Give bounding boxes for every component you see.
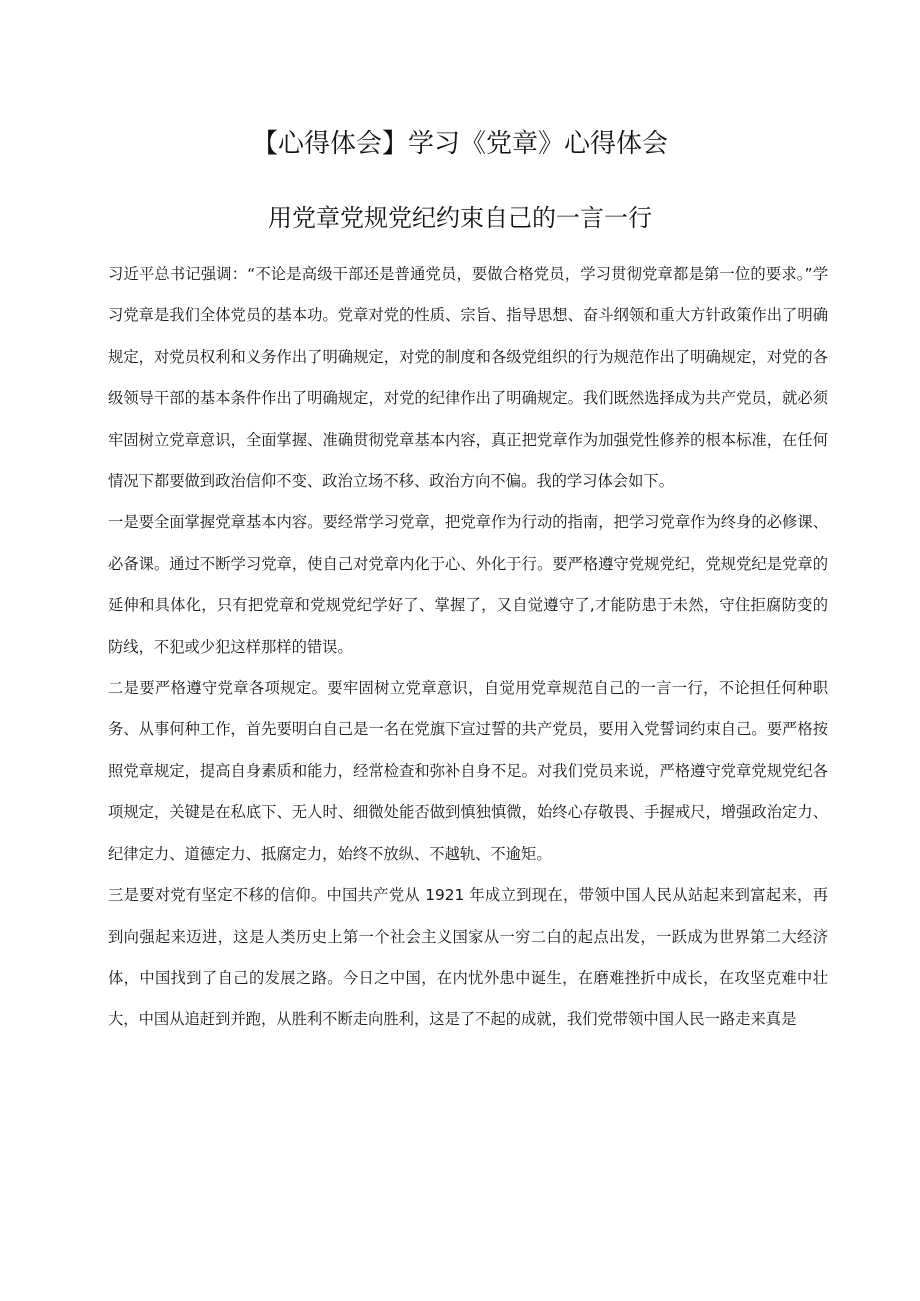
document-subtitle: 用党章党规党纪约束自己的一言一行 [268, 204, 652, 232]
document-title: 【心得体会】学习《党章》心得体会 [251, 129, 668, 159]
paragraph-point-one: 一是要全面掌握党章基本内容。要经常学习党章，把党章作为行动的指南，把学习党章作为终身的必修课、必备课。通过不断学习党章，使自己对党章内化于心、外化于行。要严格遵守党规党纪，党规党纪是党章的延伸和具体化，只有把党章和党规党纪学好了、掌握了，又自觉遵守了,才能防患于未然，守住拒腐防变的防线，不犯或少犯这样那样的错误。 [108, 513, 828, 656]
paragraph-point-three: 三是要对党有坚定不移的信仰。中国共产党从 1921 年成立到现在，带领中国人民从站起来到富起来，再到向强起来迈进，这是人类历史上第一个社会主义国家从一穷二白的起点出发，一跃成为世界第二大经济体，中国找到了自己的发展之路。今日之中国，在内忧外患中诞生，在磨难挫折中成长，在攻坚克难中壮大，中国从追赶到并跑，从胜利不断走向胜利，这是了不起的成就，我们党带领中国人民一路走来真是 [108, 886, 828, 1029]
paragraph-point-two: 二是要严格遵守党章各项规定。要牢固树立党章意识，自觉用党章规范自己的一言一行，不论担任何种职务、从事何种工作，首先要明白自己是一名在党旗下宣过誓的共产党员，要用入党誓词约束自己。要严格按照党章规定，提高自身素质和能力，经常检查和弥补自身不足。对我们党员来说，严格遵守党章党规党纪各项规定，关键是在私底下、无人时、细微处能否做到慎独慎微，始终心存敬畏、手握戒尺，增强政治定力、纪律定力、道德定力、抵腐定力，始终不放纵、不越轨、不逾矩。 [108, 679, 828, 863]
document-body [108, 254, 828, 1041]
paragraph-intro: 习近平总书记强调：“不论是高级干部还是普通党员，要做合格党员，学习贯彻党章都是第一位的要求。”学习党章是我们全体党员的基本功。党章对党的性质、宗旨、指导思想、奋斗纲领和重大方针政策作出了明确规定，对党员权利和义务作出了明确规定，对党的制度和各级党组织的行为规范作出了明确规定，对党的各级领导干部的基本条件作出了明确规定，对党的纪律作出了明确规定。我们既然选择成为共产党员，就必须牢固树立党章意识，全面掌握、准确贯彻党章基本内容，真正把党章作为加强党性修养的根本标准，在任何情况下都要做到政治信仰不变、政治立场不移、政治方向不偏。我的学习体会如下。 [108, 265, 828, 491]
